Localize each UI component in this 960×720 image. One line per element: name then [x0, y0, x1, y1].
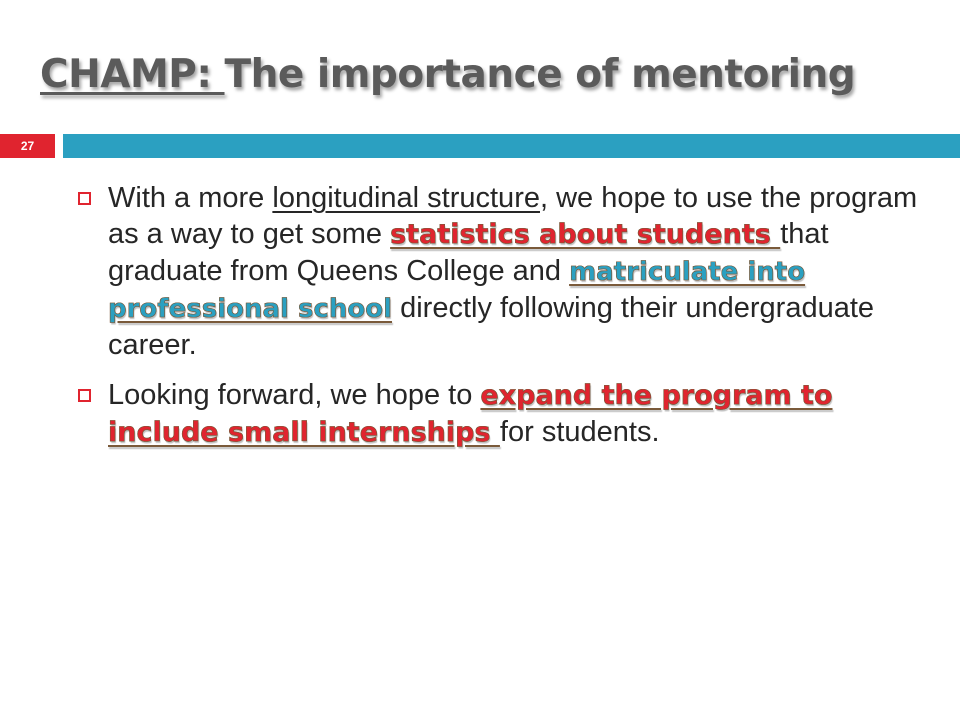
- header-rule-bar: [63, 134, 960, 158]
- bullet-text: directly following their undergraduate career.: [108, 292, 875, 361]
- bullet-text: that graduate from Queens College and: [108, 218, 829, 287]
- slide-number-badge: 27: [0, 134, 55, 158]
- underlined-phrase: longitudinal structure: [272, 182, 540, 214]
- bullet-text: Looking forward, we hope to: [108, 379, 481, 411]
- bullet-item: [74, 377, 924, 451]
- square-bullet-icon: [78, 389, 91, 402]
- slide-title-main: The importance of mentoring: [224, 52, 856, 97]
- bullet-text: for students.: [499, 416, 660, 448]
- slide-content: [74, 180, 924, 465]
- highlight-phrase-red: expand the program to include small internships: [108, 380, 833, 448]
- square-bullet-icon: [78, 192, 91, 205]
- highlight-phrase-red: statistics about students: [390, 219, 781, 250]
- bullet-text: , we hope to use the program as a way to get some: [108, 182, 918, 250]
- bullet-text: With a more: [108, 182, 273, 214]
- slide-title: [40, 52, 855, 97]
- slide-title-prefix: CHAMP:: [40, 52, 225, 97]
- highlight-phrase-blue: matriculate into professional school: [108, 257, 806, 324]
- bullet-item: [74, 180, 924, 363]
